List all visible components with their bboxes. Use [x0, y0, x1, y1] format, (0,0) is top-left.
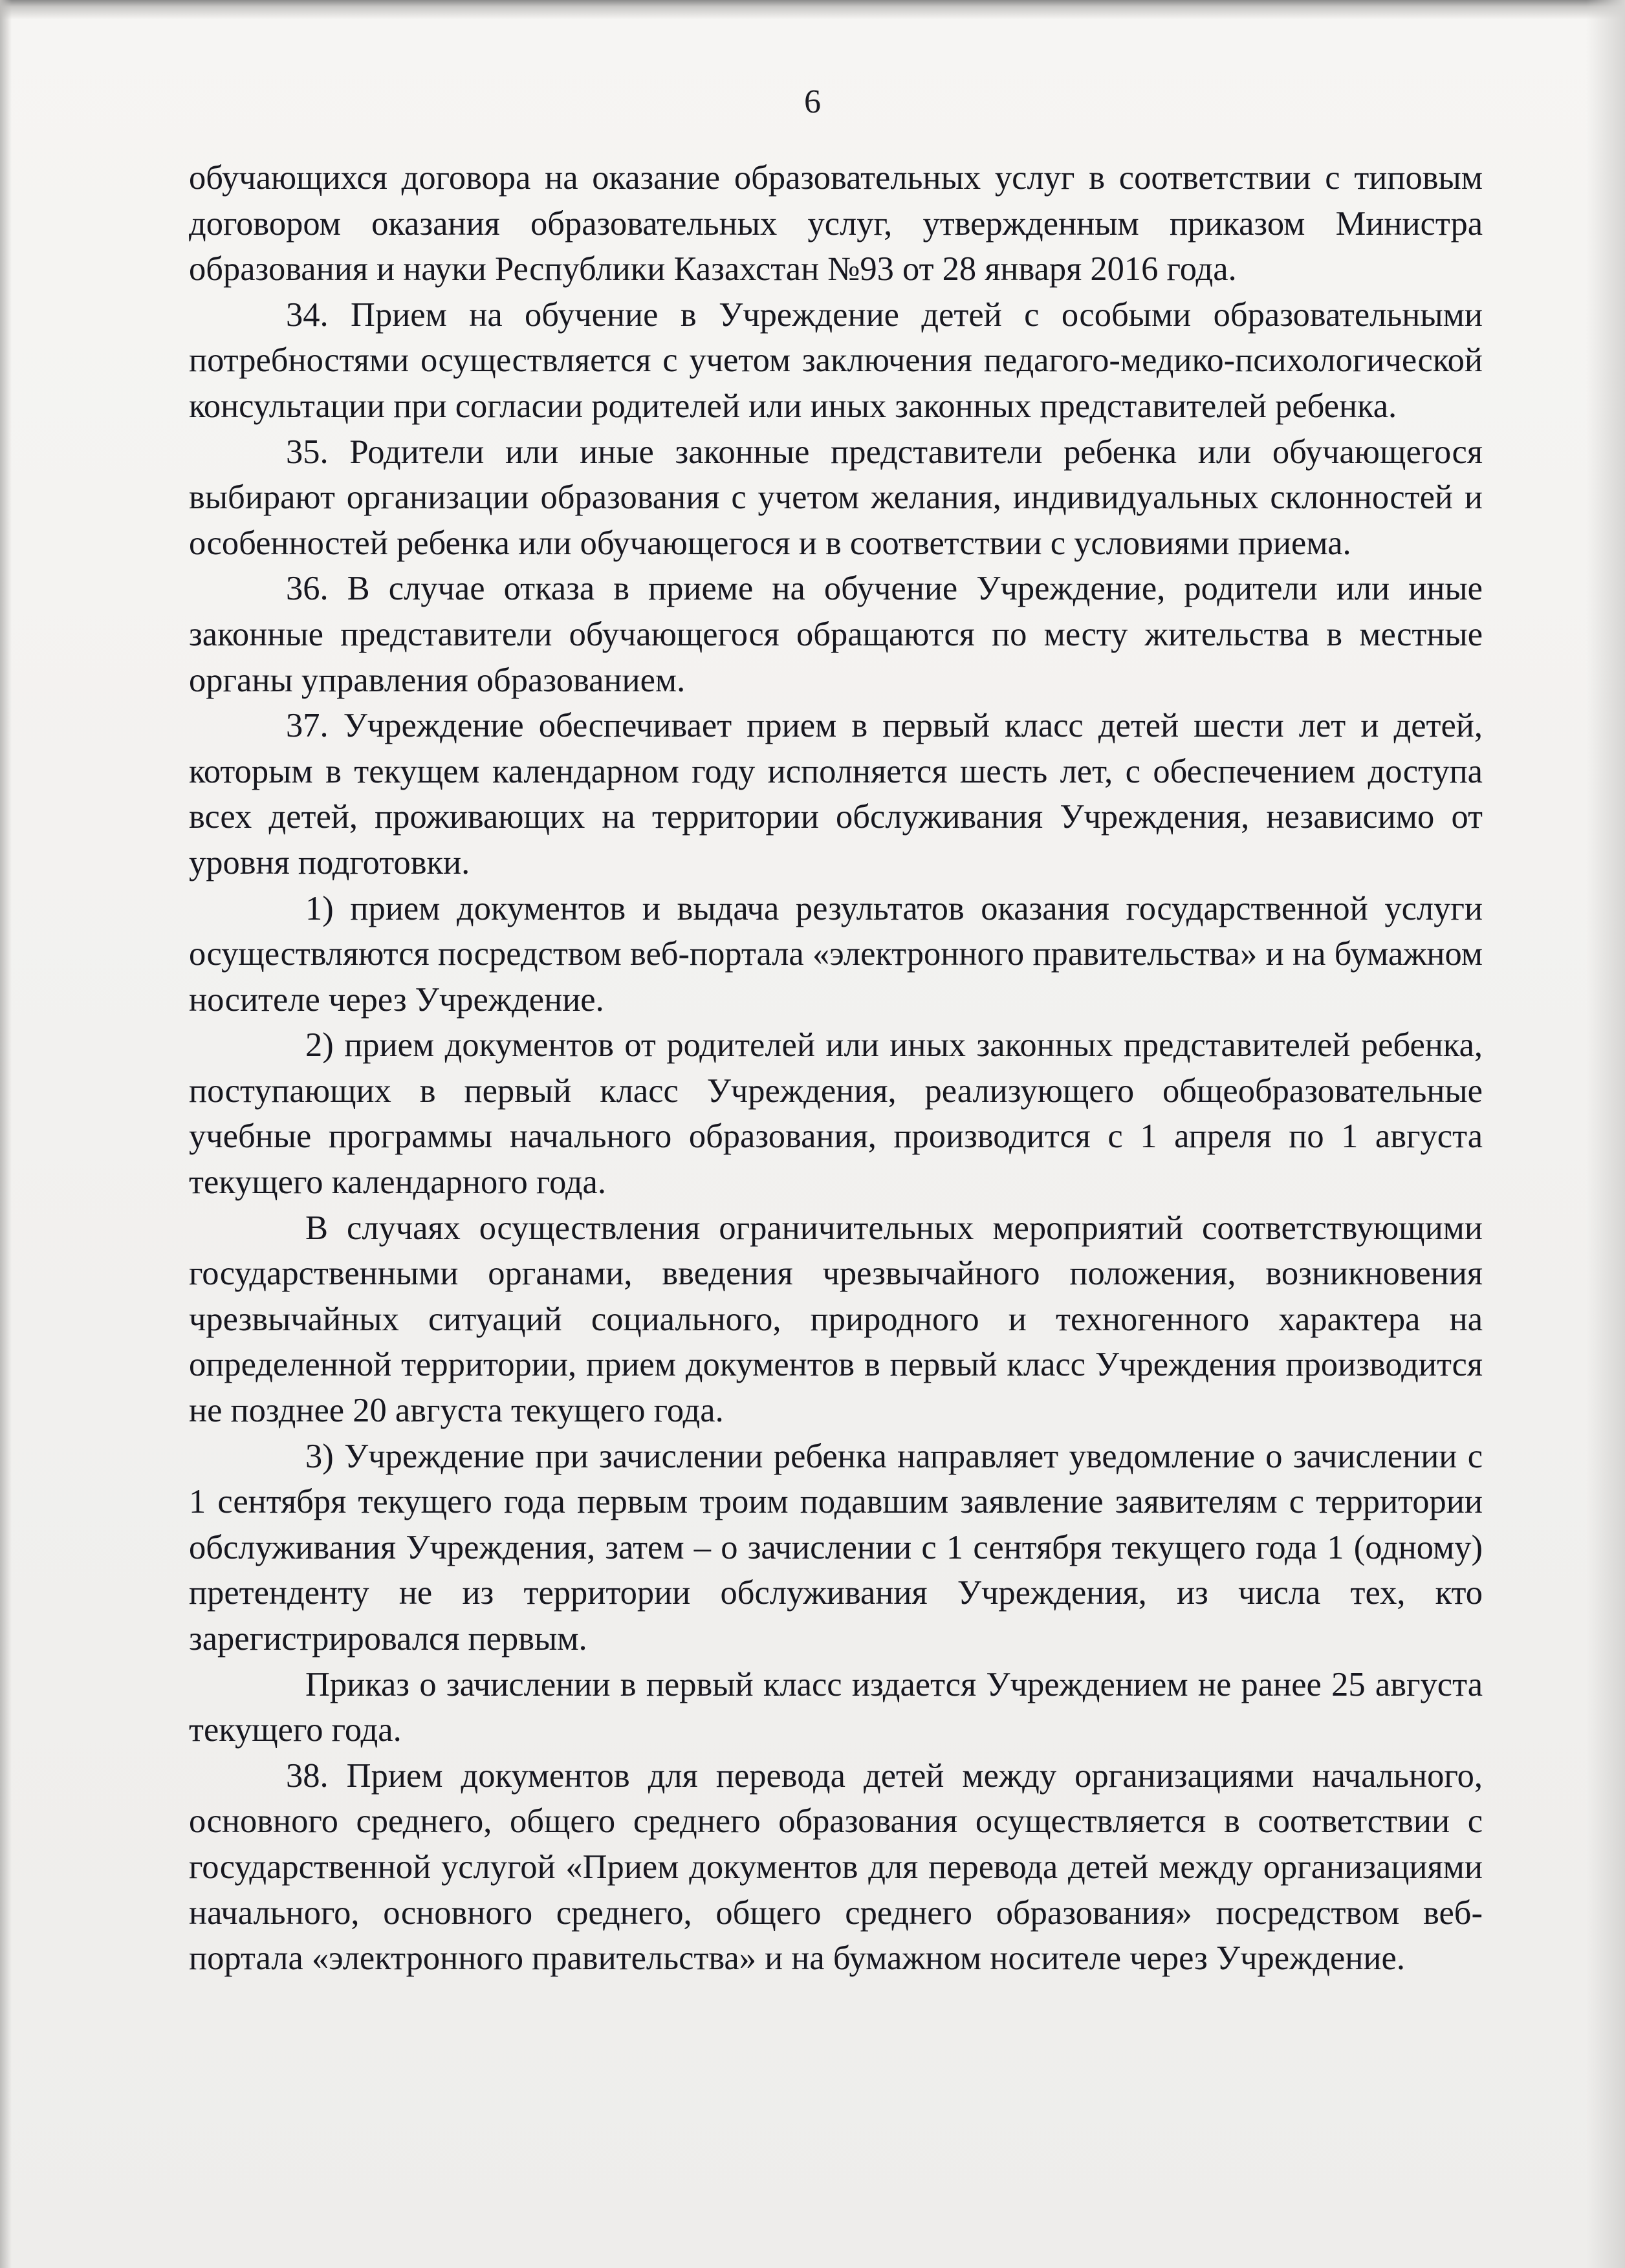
paragraph-36: 36. В случае отказа в приеме на обучение Учреждение, родители или иные законные представители обучающегося обращаются по месту жительства в местные органы управления образованием. [189, 570, 1483, 699]
scan-right-edge [1586, 0, 1625, 2268]
paragraph-38: 38. Прием документов для перевода детей между организациями начального, основного среднего, общего среднего образования осуществляется в соответствии с государственной услугой «Прием документов для перевода детей между организациями начального, основного среднего, общего среднего образования» посредством веб-портала «электронного правительства» и на бумажном носителе через Учреждение. [189, 1756, 1483, 1978]
paragraph-35: 35. Родители или иные законные представители ребенка или обучающегося выбирают организации образования с учетом желания, индивидуальных склонностей и особенностей ребенка или обучающегося и в соответствии с условиями приема. [189, 433, 1483, 562]
scan-top-shadow [0, 0, 1625, 19]
subitem-37-1: 1) прием документов и выдача результатов оказания государственной услуги осуществляются посредством веб-портала «электронного правительства» и на бумажном носителе через Учреждение. [189, 889, 1483, 1019]
paragraph-enrollment-order: Приказ о зачислении в первый класс издается Учреждением не ранее 25 августа текущего года. [189, 1665, 1483, 1749]
paragraph-restrictions: В случаях осуществления ограничительных мероприятий соответствующими государственными органами, введения чрезвычайного положения, возникновения чрезвычайных ситуаций социального, природного и техногенного характера на определенной территории, прием документов в первый класс Учреждения производится не позднее 20 августа текущего года. [189, 1209, 1483, 1430]
scan-left-edge [0, 0, 12, 2268]
paragraph-continuation: обучающихся договора на оказание образовательных услуг в соответствии с типовым договором оказания образовательных услуг, утвержденным приказом Министра образования и науки Республики Казахстан №93 от 28 января 2016 года. [189, 159, 1483, 288]
paragraph-37: 37. Учреждение обеспечивает прием в первый класс детей шести лет и детей, которым в текущем календарном году исполняется шесть лет, с обеспечением доступа всех детей, проживающих на территории обслуживания Учреждения, независимо от уровня подготовки. [189, 707, 1483, 881]
subitem-37-3: 3) Учреждение при зачислении ребенка направляет уведомление о зачислении с 1 сентября текущего года первым троим подавшим заявление заявителям с территории обслуживания Учреждения, затем – о зачислении с 1 сентября текущего года 1 (одному) претенденту не из территории обслуживания Учреждения, из числа тех, кто зарегистрировался первым. [189, 1437, 1483, 1658]
subitem-37-2: 2) прием документов от родителей или иных законных представителей ребенка, поступающих в первый класс Учреждения, реализующего общеобразовательные учебные программы начального образования, производится с 1 апреля по 1 августа текущего календарного года. [189, 1026, 1483, 1202]
document-body [189, 155, 1483, 1982]
paragraph-34: 34. Прием на обучение в Учреждение детей с особыми образовательными потребностями осуществляется с учетом заключения педагого-медико-психологической консультации при согласии родителей или иных законных представителей ребенка. [189, 296, 1483, 425]
page-number: 6 [804, 83, 821, 120]
